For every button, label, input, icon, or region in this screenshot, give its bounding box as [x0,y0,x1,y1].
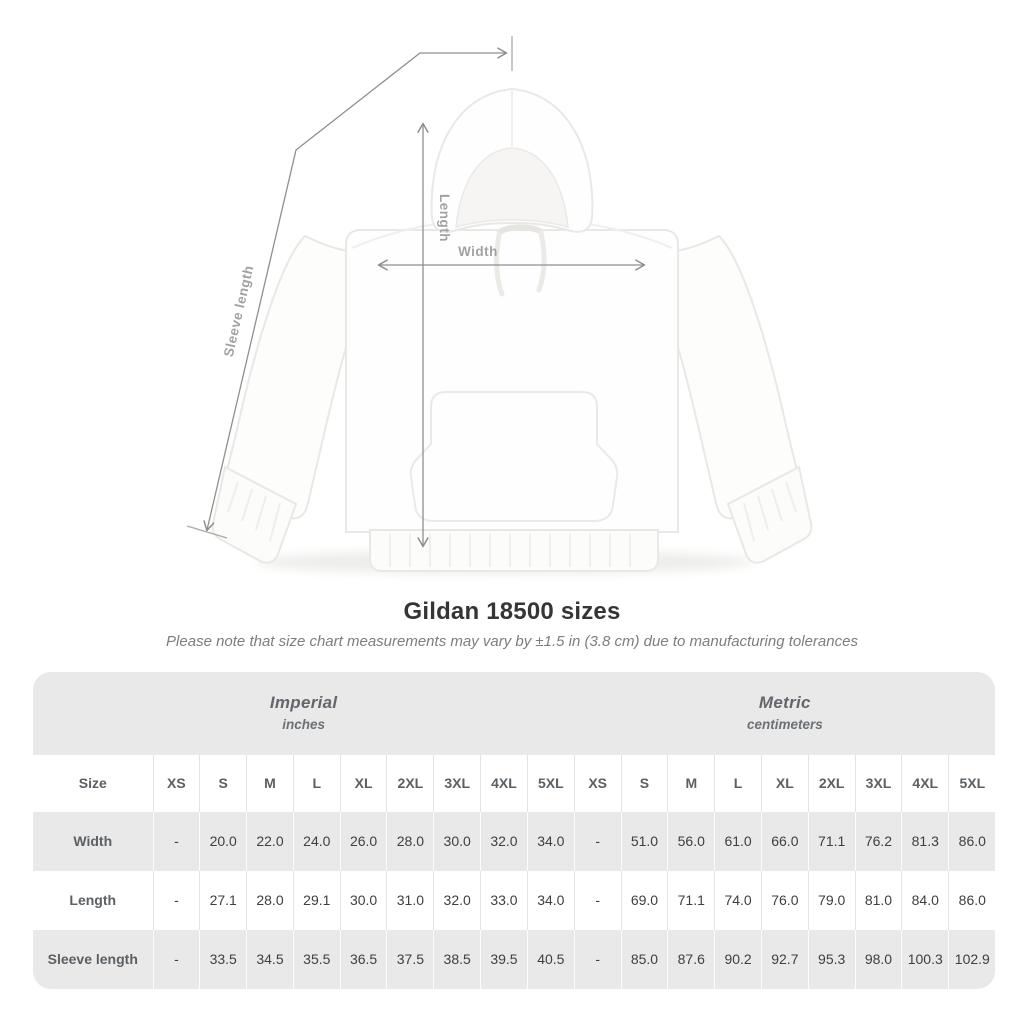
value-cell: - [574,930,621,989]
value-cell: 81.3 [902,812,949,871]
unit-header-imperial [33,672,574,755]
value-cell: 86.0 [949,871,995,930]
size-cell: 3XL [855,755,902,812]
value-cell: 30.0 [340,871,387,930]
size-cell: 5XL [527,755,574,812]
title-block [0,598,1024,650]
value-cell: - [574,812,621,871]
unit-subtitle-imperial: inches [282,716,326,732]
value-cell: 79.0 [808,871,855,930]
value-cell: 29.1 [293,871,340,930]
value-cell: 74.0 [715,871,762,930]
value-cell: 31.0 [387,871,434,930]
value-cell: 28.0 [247,871,294,930]
value-cell: 56.0 [668,812,715,871]
unit-title-metric: Metric [758,693,811,713]
unit-header-metric [574,672,995,755]
value-cell: 86.0 [949,812,995,871]
value-cell: 30.0 [434,812,481,871]
page-title: Gildan 18500 sizes [403,598,621,625]
size-cell: S [621,755,668,812]
size-cell: XS [153,755,200,812]
size-cell: S [200,755,247,812]
value-cell: 34.0 [527,812,574,871]
value-cell: 61.0 [715,812,762,871]
size-cell: 2XL [808,755,855,812]
size-cell: 4XL [902,755,949,812]
value-cell: 51.0 [621,812,668,871]
size-cell: L [715,755,762,812]
size-cell: XS [574,755,621,812]
value-cell: 37.5 [387,930,434,989]
value-cell: 100.3 [902,930,949,989]
value-cell: 71.1 [808,812,855,871]
value-cell: - [153,812,200,871]
value-cell: 24.0 [293,812,340,871]
size-cell: XL [761,755,808,812]
size-cell: 3XL [434,755,481,812]
value-cell: 38.5 [434,930,481,989]
unit-header-row [33,672,995,755]
value-cell: 35.5 [293,930,340,989]
value-cell: 87.6 [668,930,715,989]
value-cell: 27.1 [200,871,247,930]
page-subtitle: Please note that size chart measurements may vary by ±1.5 in (3.8 cm) due to manufacturing tolerances [166,633,858,650]
size-cell: 5XL [949,755,995,812]
value-cell: 39.5 [481,930,528,989]
size-col-header: Size [78,774,107,791]
value-cell: 90.2 [715,930,762,989]
size-cell: M [668,755,715,812]
value-cell: 98.0 [855,930,902,989]
value-cell: 102.9 [949,930,995,989]
value-cell: 33.0 [481,871,528,930]
value-cell: 34.0 [527,871,574,930]
size-cell: M [247,755,294,812]
unit-title-imperial: Imperial [269,693,338,713]
sleeve-length-label: Sleeve length [220,263,257,359]
value-cell: 20.0 [200,812,247,871]
size-cell: 4XL [481,755,528,812]
value-cell: 84.0 [902,871,949,930]
size-header-row [33,755,995,812]
value-cell: 22.0 [247,812,294,871]
value-cell: 92.7 [761,930,808,989]
value-cell: 32.0 [481,812,528,871]
row-label: Sleeve length [47,950,138,967]
length-label: Length [437,194,452,242]
value-cell: 69.0 [621,871,668,930]
width-label: Width [458,244,498,259]
value-cell: 85.0 [621,930,668,989]
value-cell: - [153,871,200,930]
value-cell: 34.5 [247,930,294,989]
size-cell: L [293,755,340,812]
size-cell: XL [340,755,387,812]
value-cell: 32.0 [434,871,481,930]
value-cell: 95.3 [808,930,855,989]
hoodie-illustration [213,89,812,574]
value-cell: 33.5 [200,930,247,989]
value-cell: 28.0 [387,812,434,871]
size-cell: 2XL [387,755,434,812]
row-label: Length [69,891,117,908]
value-cell: 81.0 [855,871,902,930]
value-cell: 40.5 [527,930,574,989]
row-label: Width [73,832,113,849]
size-table [33,672,995,989]
value-cell: 76.0 [761,871,808,930]
value-cell: 36.5 [340,930,387,989]
size-table-wrap [33,672,995,989]
value-cell: 66.0 [761,812,808,871]
value-cell: - [153,930,200,989]
table-row-sleeve-length [33,930,995,989]
value-cell: - [574,871,621,930]
table-row-width [33,812,995,871]
unit-subtitle-metric: centimeters [746,716,823,732]
value-cell: 76.2 [855,812,902,871]
value-cell: 71.1 [668,871,715,930]
table-row-length [33,871,995,930]
value-cell: 26.0 [340,812,387,871]
